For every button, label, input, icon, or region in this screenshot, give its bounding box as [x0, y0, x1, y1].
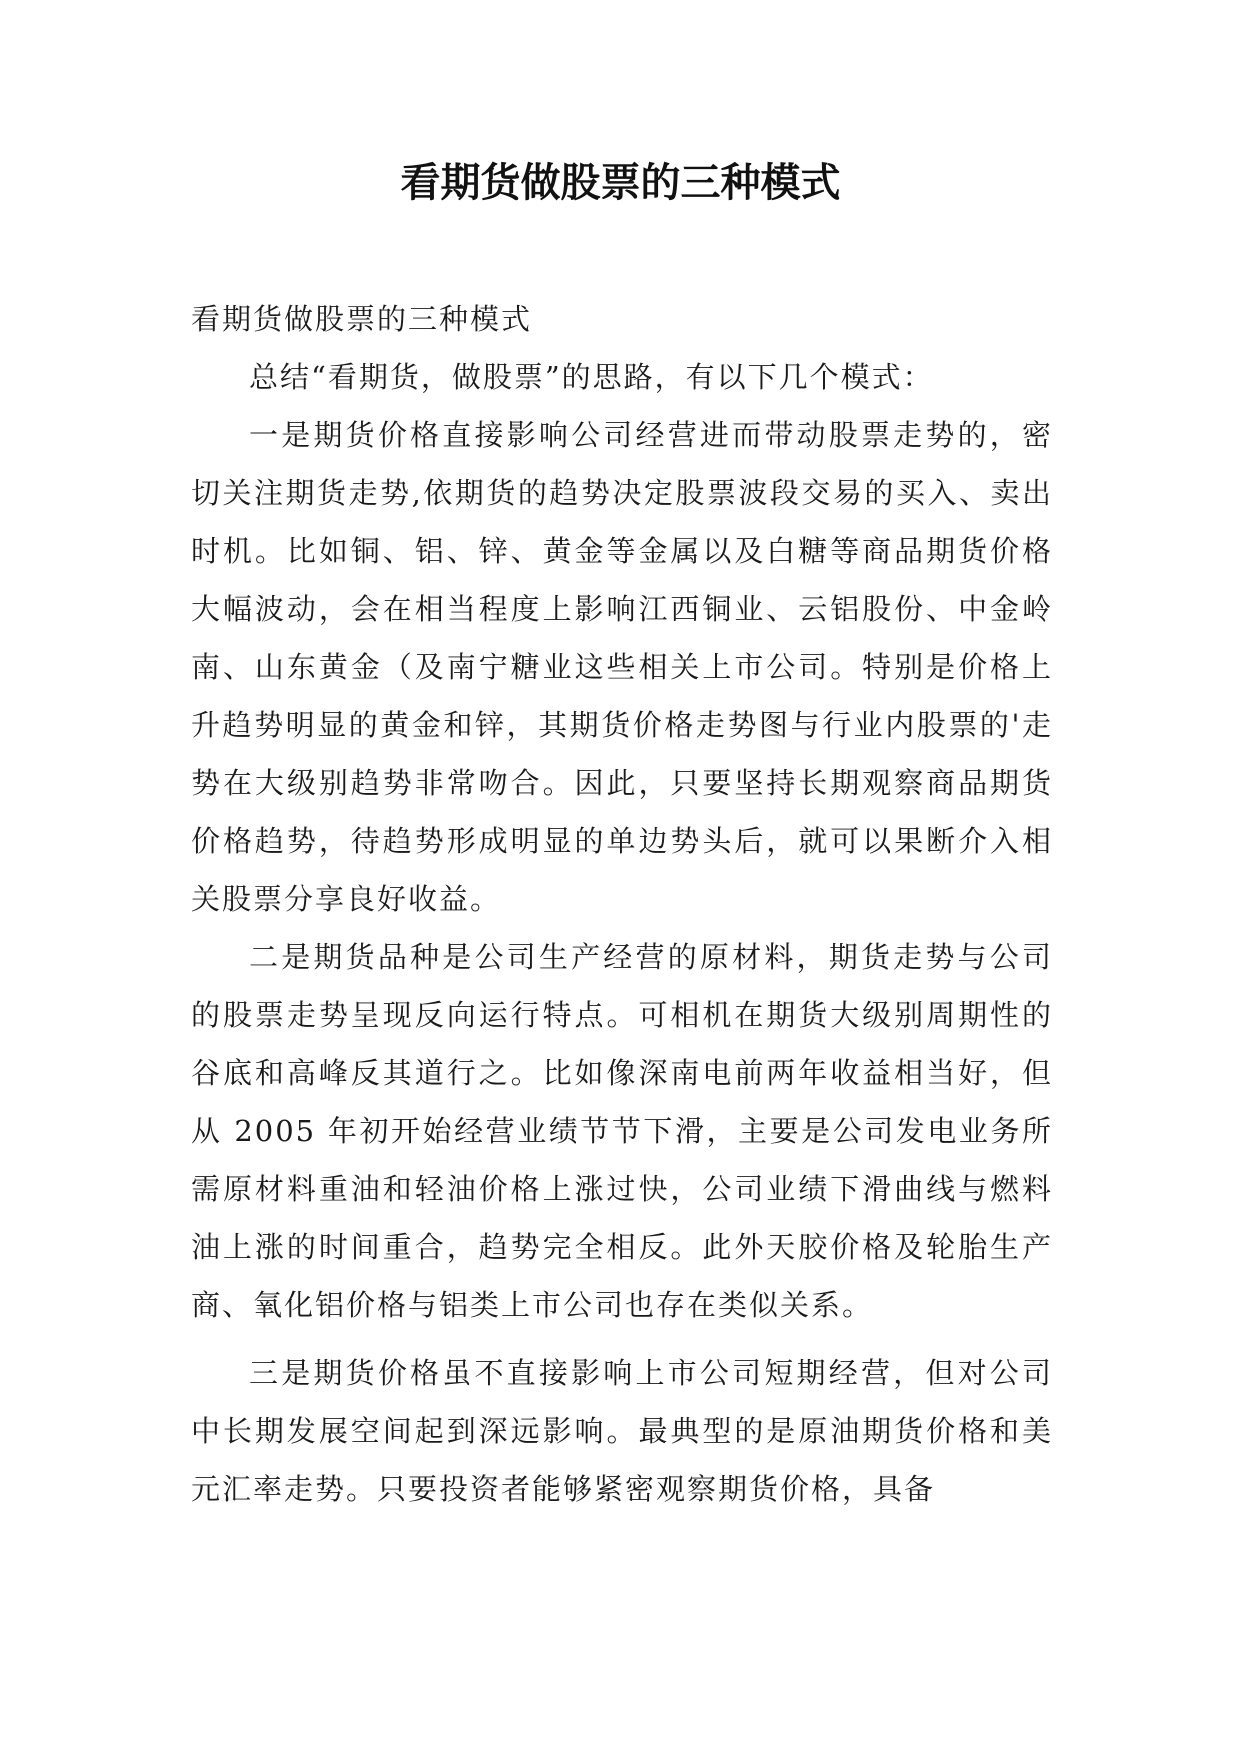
paragraph-intro: 总结“看期货，做股票”的思路，有以下几个模式：	[249, 360, 934, 394]
document-body	[191, 290, 1053, 1518]
paragraph-mode-one: 一是期货价格直接影响公司经营进而带动股票走势的，密切关注期货走势,依期货的趋势决定股票波段交易的买入、卖出时机。比如铜、铝、锌、黄金等金属以及白糖等商品期货价格大幅波动，会在相当程度上影响江西铜业、云铝股份、中金岭南、山东黄金（及南宁糖业这些相关上市公司。特别是价格上升趋势明显的黄金和锌，其期货价格走势图与行业内股票的'走势在大级别趋势非常吻合。因此，只要坚持长期观察商品期货价格趋势，待趋势形成明显的单边势头后，就可以果断介入相关股票分享良好收益。	[191, 418, 1053, 916]
paragraph-mode-two: 二是期货品种是公司生产经营的原材料，期货走势与公司的股票走势呈现反向运行特点。可相机在期货大级别周期性的谷底和高峰反其道行之。比如像深南电前两年收益相当好，但从 2005 年初开始经营业绩节节下滑，主要是公司发电业务所需原材料重油和轻油价格上涨过快，公司业绩下滑曲线与燃料油上涨的时间重合，趋势完全相反。此外天胶价格及轮胎生产商、氧化铝价格与铝类上市公司也存在类似关系。	[191, 940, 1053, 1322]
document-title: 看期货做股票的三种模式	[400, 160, 841, 206]
document-subtitle: 看期货做股票的三种模式	[191, 302, 533, 336]
paragraph-mode-three: 三是期货价格虽不直接影响上市公司短期经营，但对公司中长期发展空间起到深远影响。最典型的是原油期货价格和美元汇率走势。只要投资者能够紧密观察期货价格，具备	[191, 1356, 1053, 1506]
